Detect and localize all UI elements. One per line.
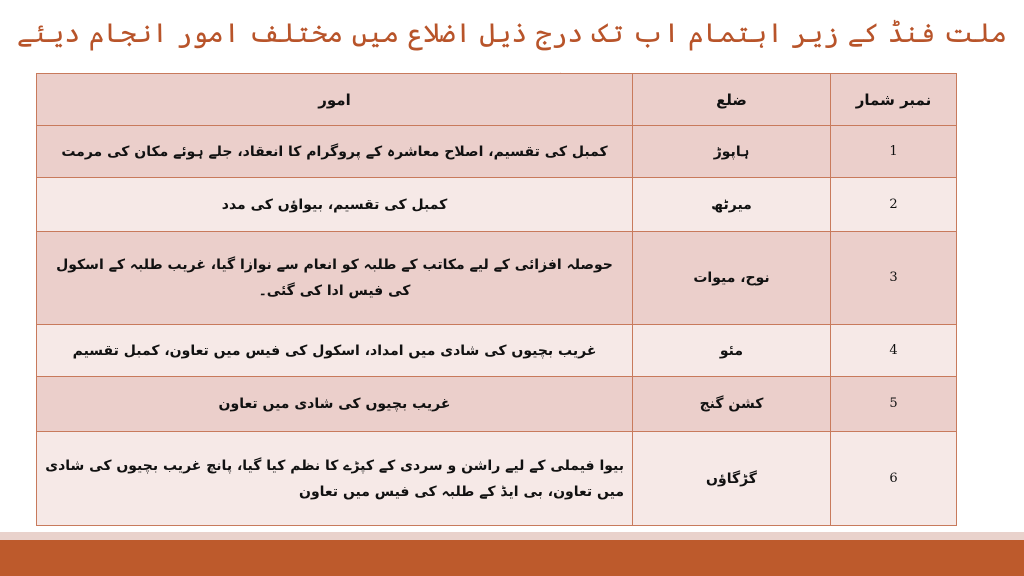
- row-works: بیوا فیملی کے لیے راشن و سردی کے کپڑے کا نظم کیا گیا، پانچ غریب بچیوں کی شادی میں تعاون، بی ایڈ کے طلبہ کی فیس میں تعاون: [37, 432, 633, 526]
- footer-stripe-light: [0, 532, 1024, 540]
- districts-table-container: [36, 73, 956, 526]
- header-works: امور: [37, 74, 633, 126]
- table-row: [37, 232, 957, 325]
- footer-bar: [0, 540, 1024, 576]
- header-district: ضلع: [633, 74, 831, 126]
- table-row: [37, 432, 957, 526]
- row-serial: 3: [831, 232, 957, 325]
- row-works: حوصلہ افزائی کے لیے مکاتب کے طلبہ کو انعام سے نوازا گیا، غریب طلبہ کے اسکول کی فیس ادا کی گئی۔: [37, 232, 633, 325]
- header-serial: نمبر شمار: [831, 74, 957, 126]
- table-header-row: [37, 74, 957, 126]
- row-serial: 5: [831, 377, 957, 432]
- row-district: ہاپوڑ: [633, 126, 831, 178]
- row-works: کمبل کی تقسیم، بیواؤں کی مدد: [37, 178, 633, 232]
- row-works: کمبل کی تقسیم، اصلاح معاشرہ کے پروگرام کا انعقاد، جلے ہوئے مکان کی مرمت: [37, 126, 633, 178]
- table-row: [37, 377, 957, 432]
- table-row: [37, 325, 957, 377]
- row-works: غریب بچیوں کی شادی میں تعاون: [37, 377, 633, 432]
- row-district: مئو: [633, 325, 831, 377]
- row-serial: 4: [831, 325, 957, 377]
- row-serial: 1: [831, 126, 957, 178]
- row-serial: 6: [831, 432, 957, 526]
- table-row: [37, 178, 957, 232]
- row-district: گڑگاؤں: [633, 432, 831, 526]
- row-district: میرٹھ: [633, 178, 831, 232]
- table-row: [37, 126, 957, 178]
- row-district: کشن گنج: [633, 377, 831, 432]
- districts-table: [36, 73, 957, 526]
- page-title: ملت فنڈ کے زیر اہتمام اب تک درج ذیل اضلاع میں مختلف امور انجام دیئے: [16, 18, 1008, 49]
- row-works: غریب بچیوں کی شادی میں امداد، اسکول کی فیس میں تعاون، کمبل تقسیم: [37, 325, 633, 377]
- row-district: نوح، میوات: [633, 232, 831, 325]
- row-serial: 2: [831, 178, 957, 232]
